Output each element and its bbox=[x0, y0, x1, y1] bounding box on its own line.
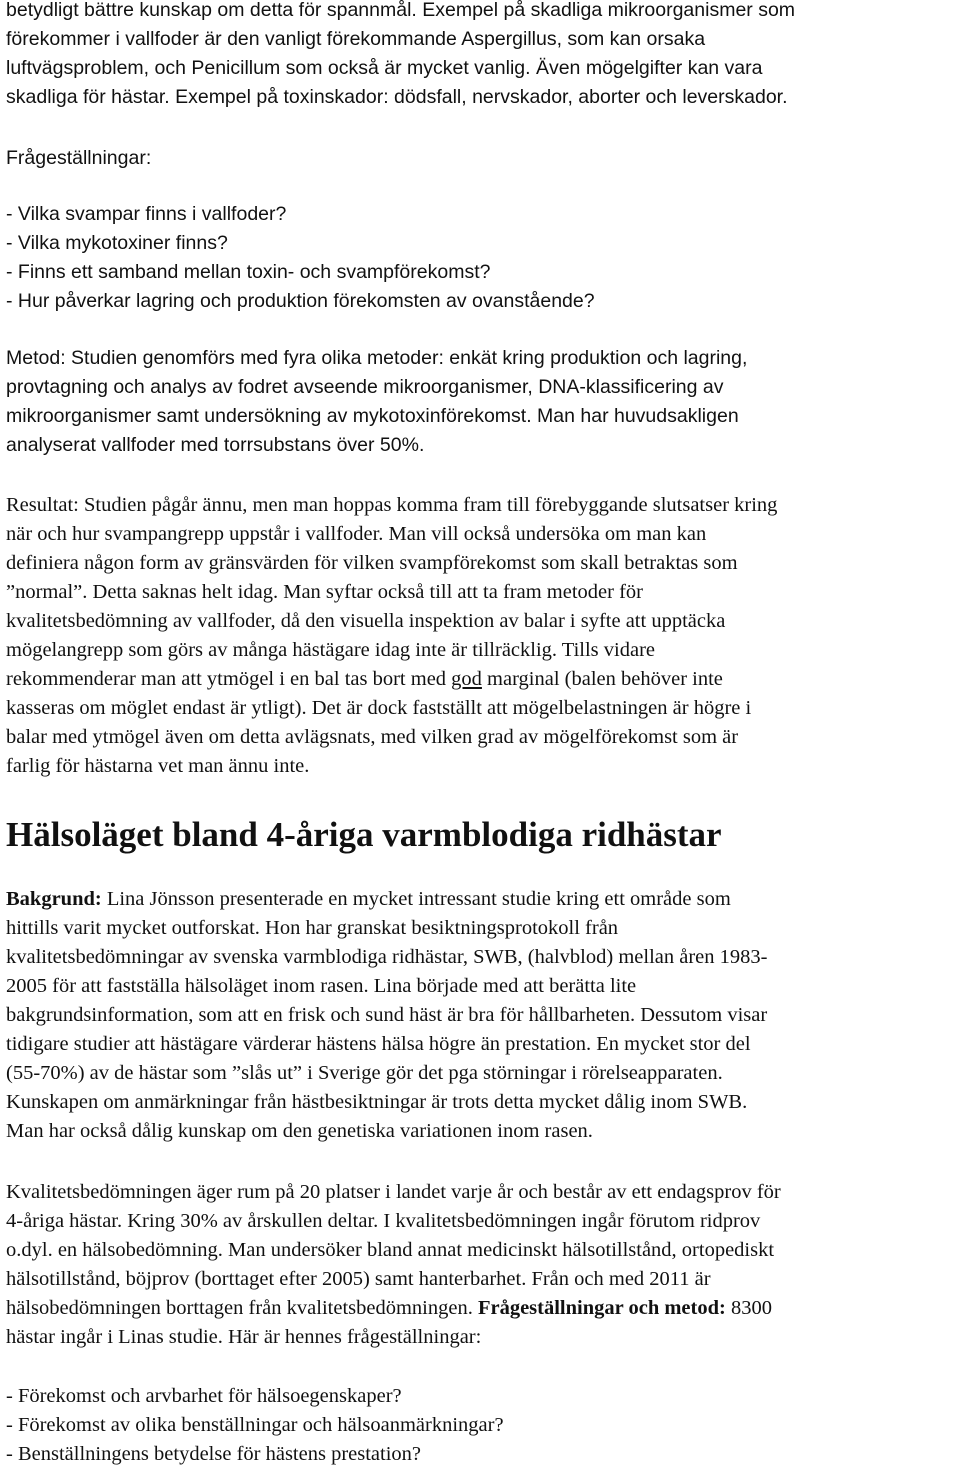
background-label: Bakgrund: bbox=[6, 888, 102, 910]
questions-list bbox=[6, 200, 595, 316]
questions-heading: Frågeställningar: bbox=[6, 147, 152, 169]
quality-paragraph: Kvalitetsbedömningen äger rum på 20 platser i landet varje år och består av ett endagsprov för 4-åriga hästar. Kring 30% av årskullen deltar. I kvalitetsbedömningen ingår förutom ridprov o.dyl. en hälsobedömning. Man undersöker bland annat medicinskt hälsotillstånd, ortopediskt hälsotillstånd, böjprov (borttaget efter 2005) samt hanterbarhet. Från och med 2011 är hälsobedömningen borttagen från kvalitetsbedömningen. Frågeställningar och metod: 8300 hästar ingår i Linas studie. Här är hennes frågeställningar: bbox=[6, 1181, 781, 1348]
final-questions-list bbox=[6, 1382, 504, 1469]
intro-line: betydligt bättre kunskap om detta för spannmål. Exempel på skadliga mikroorganismer som bbox=[6, 0, 796, 21]
list-item: - Vilka mykotoxiner finns? bbox=[6, 232, 228, 254]
questions-method-label: Frågeställningar och metod: bbox=[477, 1297, 726, 1319]
method-paragraph: Metod: Studien genomförs med fyra olika metoder: enkät kring produktion och lagring, provtagning och analys av fodret avseende mikroorganismer, DNA-klassificering av mikroorganismer samt undersökning av mykotoxinförekomst. Man har huvudsakligen analyserat vallfoder med torrsubstans över 50%. bbox=[6, 347, 748, 456]
list-item: - Benställningens betydelse för hästens prestation? bbox=[6, 1443, 422, 1465]
list-item: - Hur påverkar lagring och produktion förekomsten av ovanstående? bbox=[6, 290, 595, 312]
intro-paragraph bbox=[6, 0, 795, 112]
list-item: - Vilka svampar finns i vallfoder? bbox=[6, 203, 287, 225]
method-label: Metod: bbox=[6, 347, 66, 369]
list-item: - Finns ett samband mellan toxin- och svampförekomst? bbox=[6, 261, 491, 283]
result-paragraph: Resultat: Studien pågår ännu, men man hoppas komma fram till förebyggande slutsatser kring när och hur svampangrepp uppstår i vallfoder. Man vill också undersöka om man kan definiera någon form av gränsvärden för vilken svampförekomst som skall betraktas som ”normal”. Detta saknas helt idag. Man syftar också till att ta fram metoder för kvalitetsbedömning av vallfoder, då den visuella inspektion av balar i syfte att upptäcka mögelangrepp som görs av många hästägare idag inte är tillräcklig. Tills vidare rekommenderar man att ytmögel i en bal tas bort med god marginal (balen behöver inte kasseras om möglet endast är ytligt). Det är dock fastställt att mögelbelastningen är högre i balar med ytmögel även om detta avlägsnats, med vilken grad av mögelförekomst som är farlig för hästarna vet man ännu inte. bbox=[6, 494, 778, 777]
list-item: - Förekomst och arvbarhet för hälsoegenskaper? bbox=[6, 1385, 402, 1407]
background-paragraph: Bakgrund: Lina Jönsson presenterade en mycket intressant studie kring ett område som hittills varit mycket outforskat. Hon har granskat besiktningsprotokoll från kvalitetsbedömningar av svenska varmblodiga ridhästar, SWB, (halvblod) mellan åren 1983- 2005 för att fastställa hälsoläget inom rasen. Lina började med att berätta lite bakgrundsinformation, som att en frisk och sund häst är bra för hållbarheten. Dessutom visar tidigare studier att hästägare värderar hästens hälsa högre än prestation. En mycket stor del (55-70%) av de hästar som ”slås ut” i Sverige gör det pga störningar i rörelseapparaten. Kunskapen om anmärkningar från hästbesiktningar är trots detta mycket dålig inom SWB. Man har också dålig kunskap om den genetiska variationen inom rasen. bbox=[6, 888, 768, 1142]
intro-line: skadliga för hästar. Exempel på toxinskador: dödsfall, nervskador, aborter och leverskador. bbox=[6, 86, 788, 108]
list-item: - Förekomst av olika benställningar och hälsoanmärkningar? bbox=[6, 1414, 504, 1436]
section-title: Hälsoläget bland 4-åriga varmblodiga ridhästar bbox=[6, 815, 722, 854]
underlined-word: god bbox=[451, 668, 482, 690]
intro-line: förekommer i vallfoder är den vanligt förekommande Aspergillus, som kan orsaka bbox=[6, 28, 706, 50]
intro-line: luftvägsproblem, och Penicillum som också är mycket vanlig. Även mögelgifter kan vara bbox=[6, 57, 763, 79]
